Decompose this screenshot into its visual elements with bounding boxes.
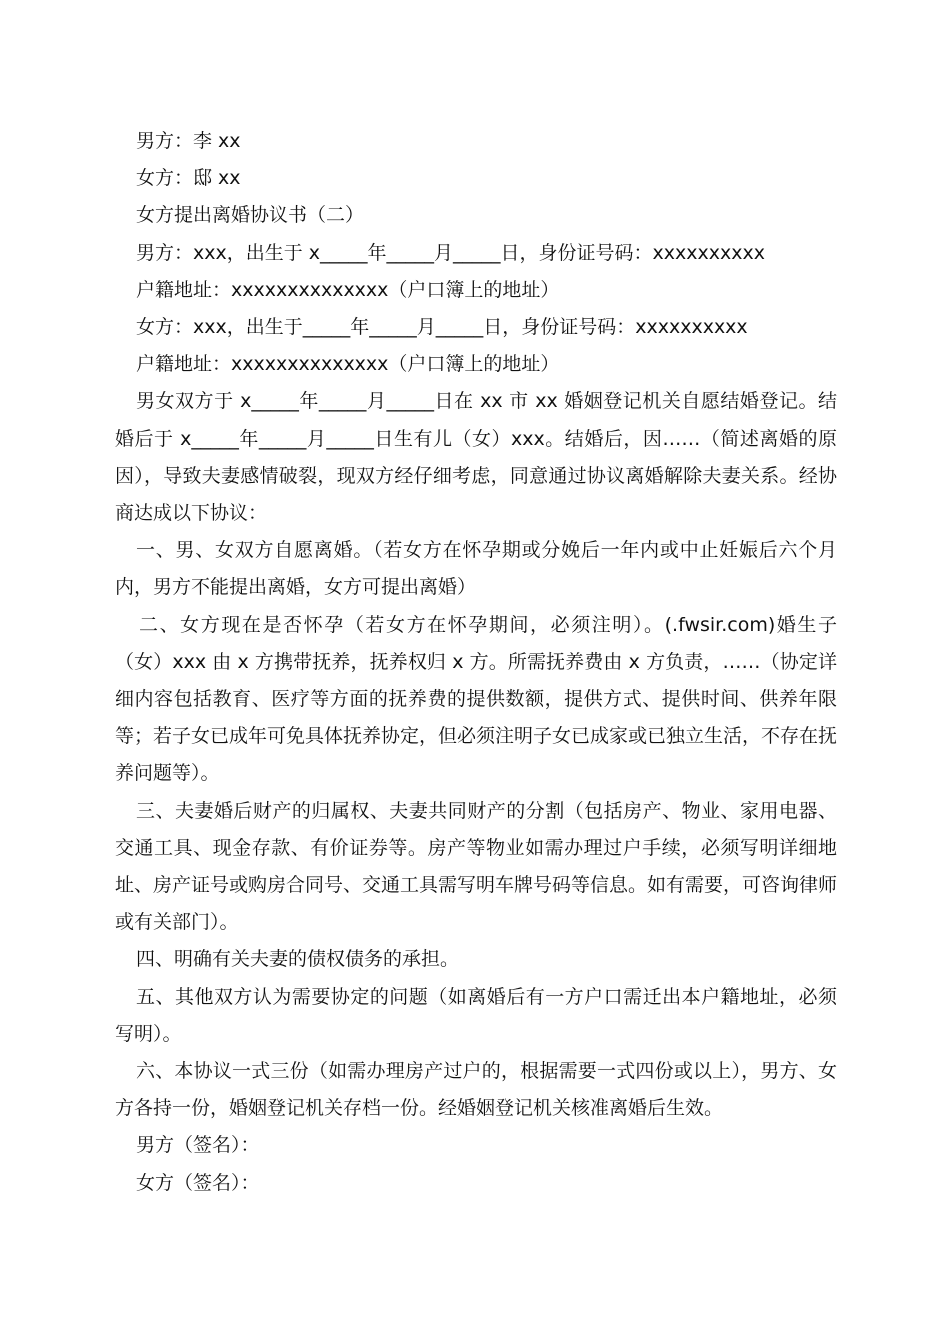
husband-address-line: 户籍地址：xxxxxxxxxxxxxx（户口簿上的地址） <box>136 278 560 301</box>
clause-2: 二、女方现在是否怀孕（若女方在怀孕期间，必须注明）。(.fwsir.com)婚生子（女）xxx 由 x 方携带抚养，抚养权归 x 方。所需抚养费由 x 方负责，……（协定详细内容包括教育、医疗等方面的抚养费的提供数额，提供方式、提供时间、供养年限等；若子女已成年可免具体抚养协定，但必须注明子女已成家或已独立生活，不存在抚养问题等）。 <box>115 613 838 785</box>
document-title: 女方提出离婚协议书（二） <box>136 204 365 227</box>
clause-1: 一、男、女双方自愿离婚。（若女方在怀孕期或分娩后一年内或中止妊娠后六个月内，男方不能提出离婚，女方可提出离婚） <box>115 539 837 599</box>
clause-6: 六、本协议一式三份（如需办理房产过户的，根据需要一式四份或以上），男方、女方各持一份，婚姻登记机关存档一份。经婚姻登记机关核准离婚后生效。 <box>115 1060 837 1120</box>
document-page <box>115 123 837 1202</box>
marriage-background-paragraph: 男女双方于 x_____年_____月_____日在 xx 市 xx 婚姻登记机关自愿结婚登记。结婚后于 x_____年_____月_____日生有儿（女）xxx。结婚后，因……（简述离婚的原因），导致夫妻感情破裂，现双方经仔细考虑，同意通过协议离婚解除夫妻关系。经协商达成以下协议： <box>115 390 837 525</box>
clause-5: 五、其他双方认为需要协定的问题（如离婚后有一方户口需迁出本户籍地址，必须写明）。 <box>115 985 837 1045</box>
husband-name-line: 男方：李 xx <box>136 130 241 152</box>
husband-signature-line: 男方（签名）： <box>136 1134 260 1157</box>
clause-4: 四、明确有关夫妻的债权债务的承担。 <box>136 948 460 971</box>
wife-name-line: 女方：邸 xx <box>136 167 241 190</box>
wife-address-line: 户籍地址：xxxxxxxxxxxxxx（户口簿上的地址） <box>136 353 560 376</box>
husband-info-line: 男方：xxx，出生于 x_____年_____月_____日，身份证号码：xxxxxxxxxx <box>136 241 765 264</box>
wife-info-line: 女方：xxx，出生于_____年_____月_____日，身份证号码：xxxxxxxxxx <box>136 316 748 339</box>
wife-signature-line: 女方（签名）： <box>136 1171 260 1194</box>
clause-3: 三、夫妻婚后财产的归属权、夫妻共同财产的分割（包括房产、物业、家用电器、交通工具、现金存款、有价证券等。房产等物业如需办理过户手续，必须写明详细地址、房产证号或购房合同号、交通工具需写明车牌号码等信息。如有需要，可咨询律师或有关部门）。 <box>115 799 838 934</box>
